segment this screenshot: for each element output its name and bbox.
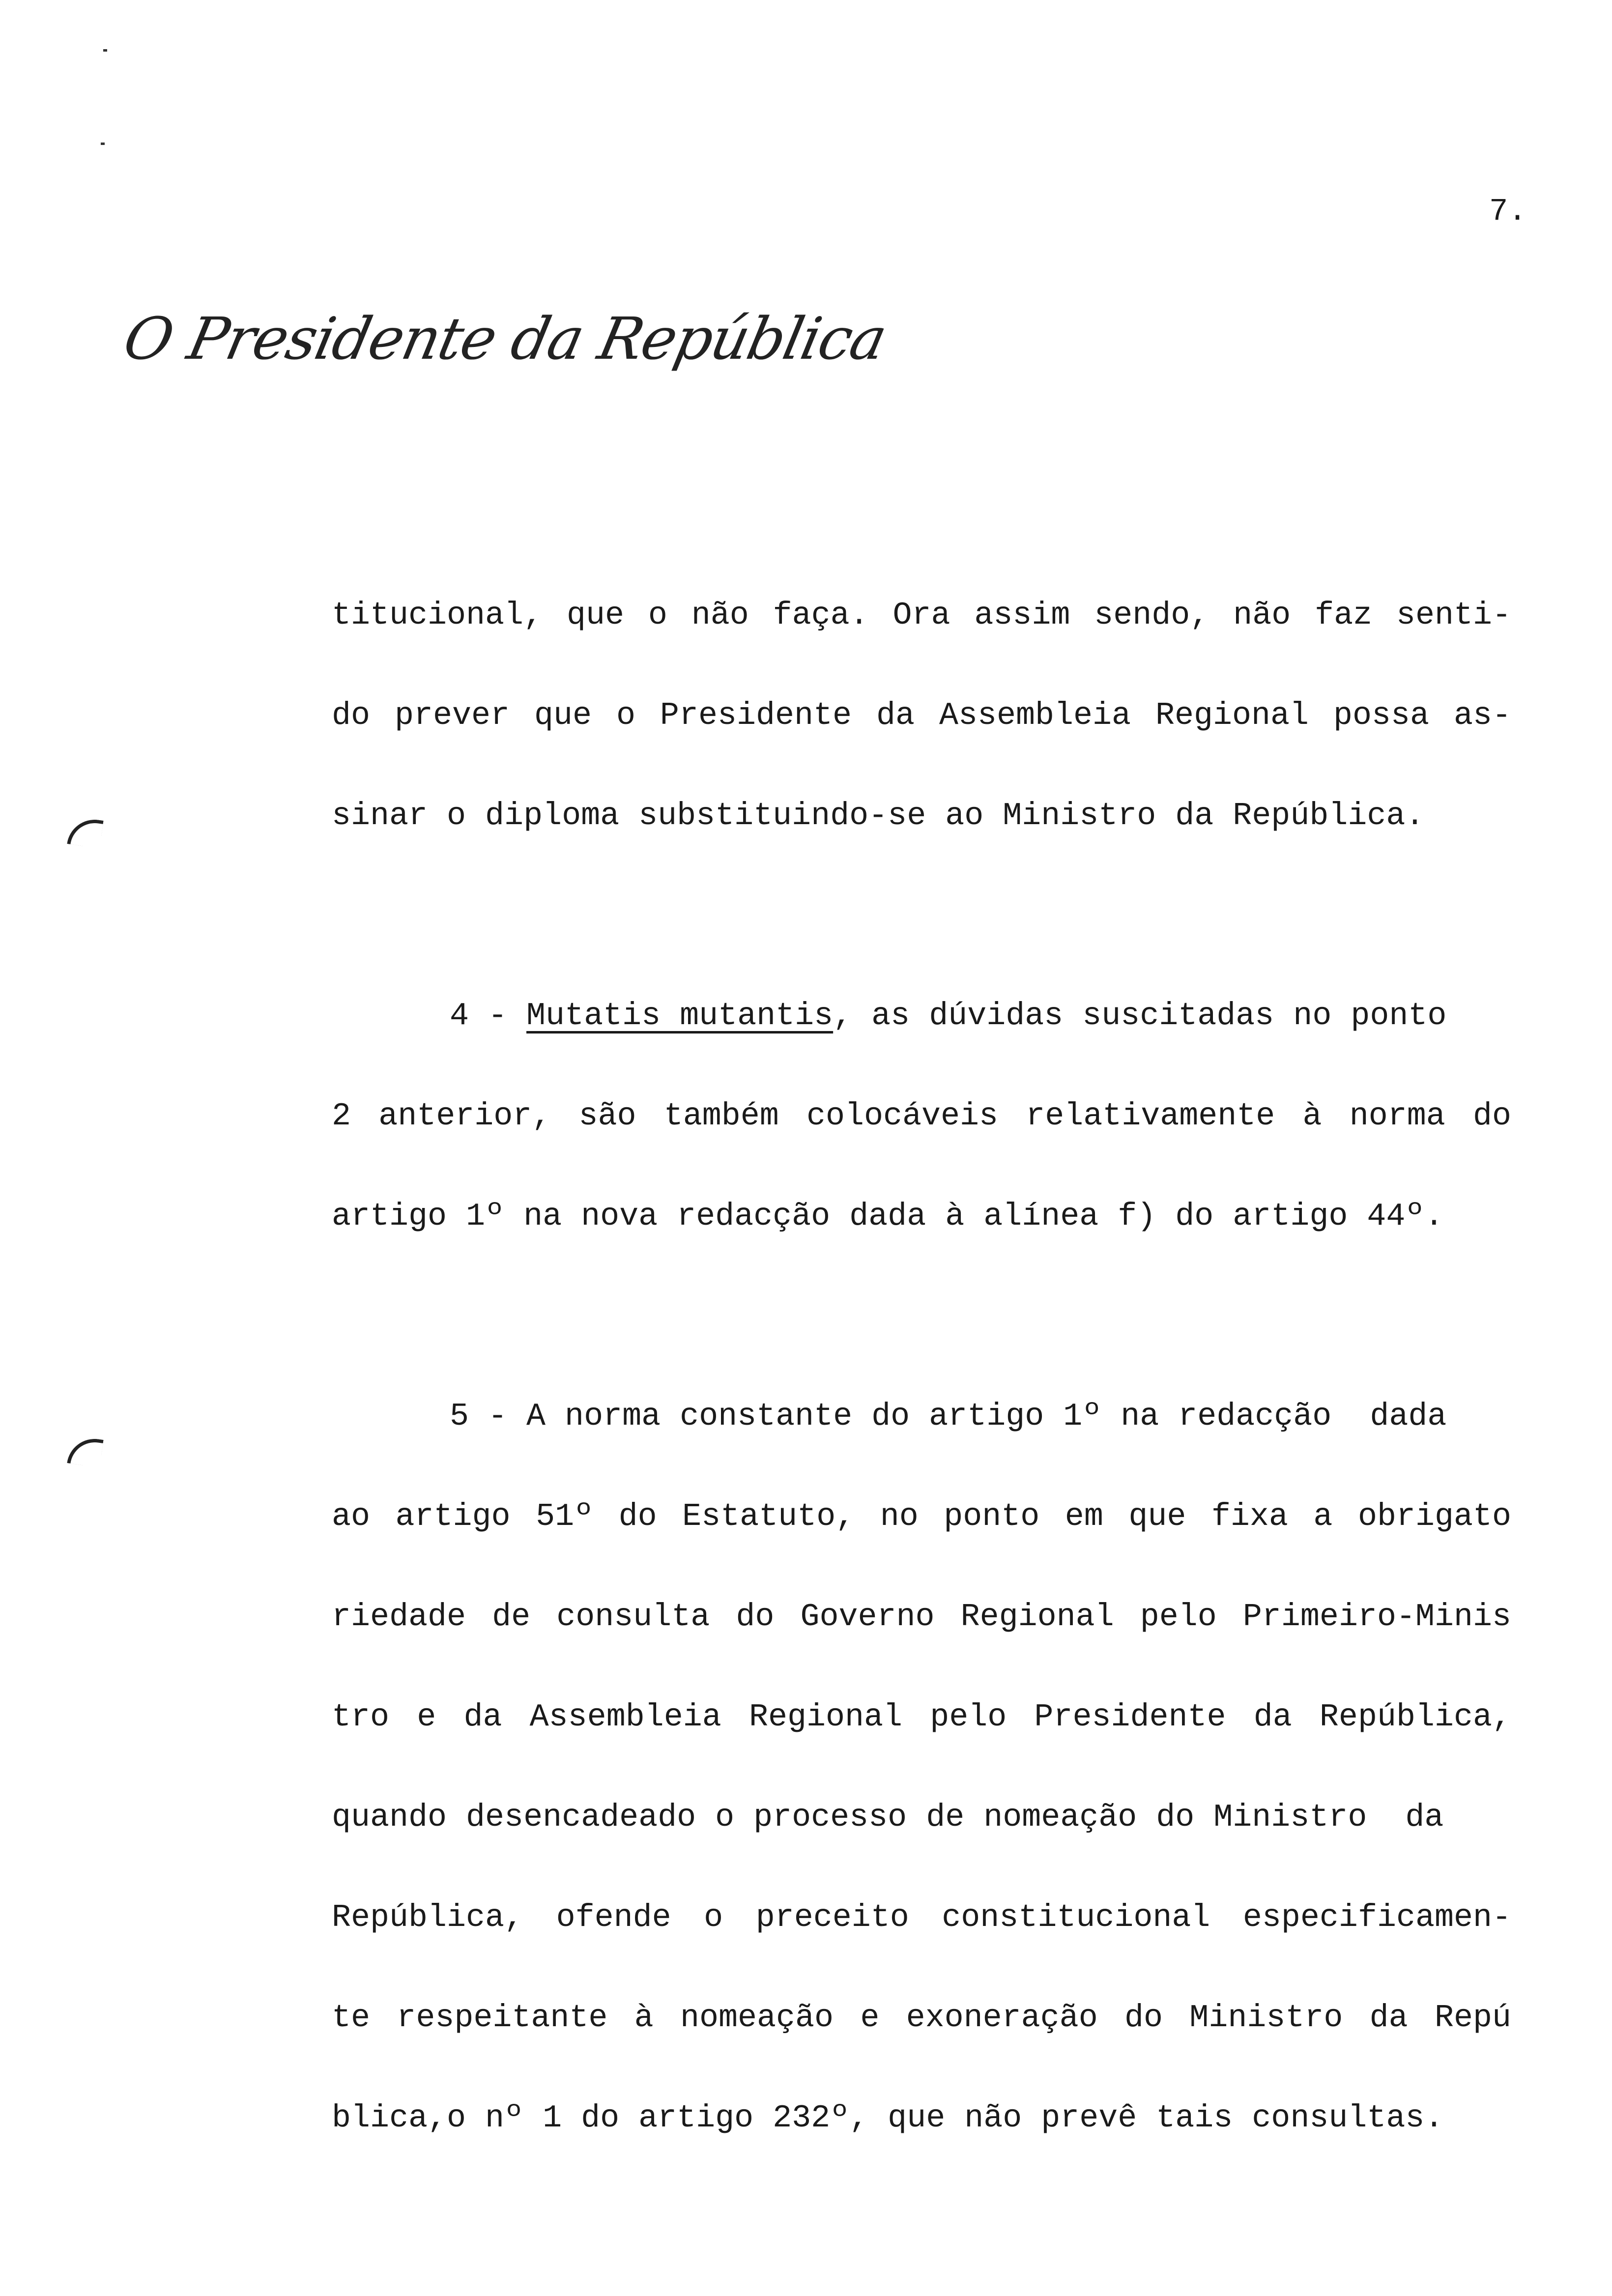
paragraph-number: 5 - [450, 1398, 508, 1435]
text-line: riedade de consulta do Governo Regional pelo Primeiro-Minis [332, 1599, 1511, 1635]
text-line: ao artigo 51º do Estatuto, no ponto em que fixa a obrigato [332, 1498, 1511, 1535]
latin-phrase: Mutatis mutantis [526, 998, 834, 1034]
text-line: tro e da Assembleia Regional pelo Presidente da República, [332, 1699, 1511, 1735]
text-line: blica,o nº 1 do artigo 232º, que não prevê tais consultas. [332, 2100, 1444, 2136]
margin-mark [67, 816, 103, 849]
paragraph-5 [332, 1366, 1511, 2168]
text-line: sinar o diploma substituindo-se ao Ministro da República. [332, 798, 1425, 834]
paragraph-4 [332, 966, 1511, 1266]
text-line [332, 966, 1511, 1066]
text-line: artigo 1º na nova redacção dada à alínea f) do artigo 44º. [332, 1198, 1444, 1234]
text-line: titucional, que o não faça. Ora assim sendo, não faz senti- [332, 597, 1511, 633]
text-fragment: , as dúvidas suscitadas no ponto [833, 998, 1447, 1034]
text-line [332, 1366, 1511, 1466]
text-line: te respeitante à nomeação e exoneração do Ministro da Repú [332, 2000, 1511, 2036]
text-fragment: A norma constante do artigo 1º na redacção dada [526, 1398, 1447, 1435]
text-line: 2 anterior, são também colocáveis relativamente à norma do [332, 1098, 1511, 1134]
margin-speck [103, 49, 107, 52]
margin-mark [67, 1435, 103, 1468]
paragraph-1 [332, 565, 1511, 866]
letterhead: O Presidente da República [118, 305, 892, 373]
text-line: República, ofende o preceito constitucional especificamen- [332, 1899, 1511, 1936]
paragraph-number: 4 - [450, 998, 508, 1034]
page-number: 7. [1489, 194, 1527, 230]
text-line: do prever que o Presidente da Assembleia Regional possa as- [332, 697, 1511, 734]
margin-speck [101, 143, 105, 145]
text-line: quando desencadeado o processo de nomeação do Ministro da [332, 1799, 1444, 1836]
